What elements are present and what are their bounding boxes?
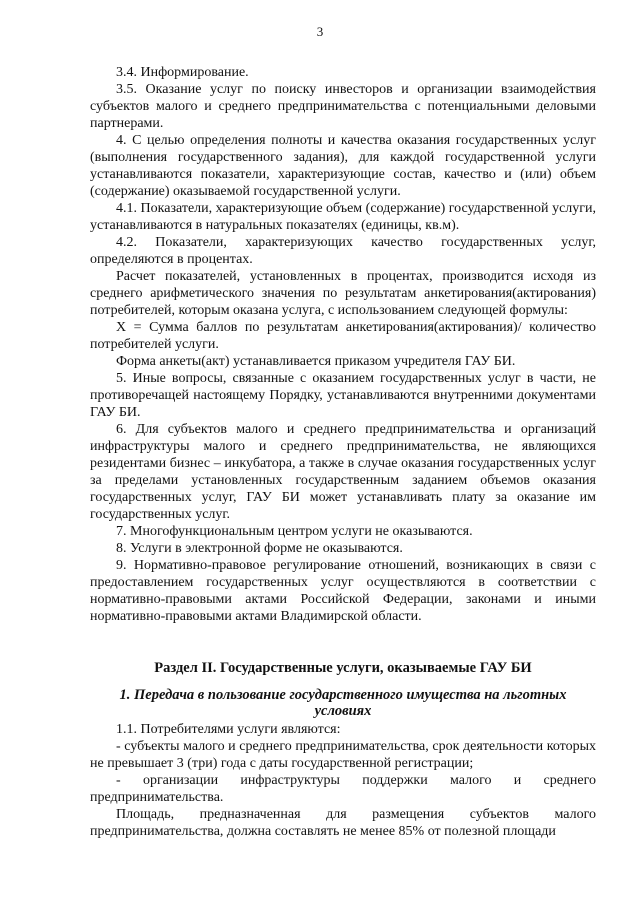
paragraph: 6. Для субъектов малого и среднего предпринимательства и организаций инфраструктуры малого и среднего предпринимательства, не являющихся резидентами бизнес – инкубатора, а также в случае оказания государственных услуг за пределами установленных государственным заданием объемов оказания государственных услуг, ГАУ БИ может устанавливать плату за оказание им государственных услуг. <box>90 422 596 522</box>
paragraph: 8. Услуги в электронной форме не оказываются. <box>116 541 403 556</box>
paragraph: 5. Иные вопросы, связанные с оказанием государственных услуг в части, не противоречащей настоящему Порядку, устанавливаются внутренними документами ГАУ БИ. <box>90 371 596 420</box>
paragraph: Расчет показателей, установленных в процентах, производится исходя из среднего арифметического значения по результатам анкетирования(актирования) потребителей, которым оказана услуга, с использованием следующей формулы: <box>90 269 596 318</box>
paragraph: Форма анкеты(акт) устанавливается приказом учредителя ГАУ БИ. <box>116 354 516 369</box>
paragraph: 4. С целью определения полноты и качества оказания государственных услуг (выполнения государственного задания), для каждой государственной услуги устанавливаются показатели, характеризующие состав, качество и (или) объем (содержание) оказываемой государственной услуги. <box>90 133 596 199</box>
paragraph: Площадь, предназначенная для размещения субъектов малого предпринимательства, должна составлять не менее 85% от полезной площади <box>90 807 596 839</box>
list-item: - субъекты малого и среднего предпринимательства, срок деятельности которых не превышает 3 (три) года с даты государственной регистрации; <box>90 739 596 771</box>
page-number: 3 <box>316 24 324 39</box>
subsection-title: 1. Передача в пользование государственного имущества на льготных условиях <box>119 687 567 719</box>
paragraph: 4.1. Показатели, характеризующие объем (содержание) государственной услуги, устанавливаются в натуральных показателях (единицы, кв.м). <box>90 201 596 233</box>
paragraph: 3.5. Оказание услуг по поиску инвесторов и организации взаимодействия субъектов малого и среднего предпринимательства с потенциальными деловыми партнерами. <box>90 82 596 131</box>
paragraph: 7. Многофункциональным центром услуги не оказываются. <box>116 524 473 539</box>
paragraph: 9. Нормативно-правовое регулирование отношений, возникающих в связи с предоставлением государственных услуг осуществляются в соответствии с нормативно-правовыми актами Российской Федерации, законами и иными нормативно-правовыми актами Владимирской области. <box>90 558 596 624</box>
paragraph: 4.2. Показатели, характеризующих качество государственных услуг, определяются в процентах. <box>90 235 596 267</box>
paragraph: 1.1. Потребителями услуги являются: <box>116 722 341 737</box>
list-item: - организации инфраструктуры поддержки малого и среднего предпринимательства. <box>90 773 596 805</box>
document-body <box>90 64 596 840</box>
section-title: Раздел II. Государственные услуги, оказываемые ГАУ БИ <box>154 660 532 676</box>
formula-paragraph: Х = Сумма баллов по результатам анкетирования(актирования)/ количество потребителей услуги. <box>90 320 596 352</box>
paragraph: 3.4. Информирование. <box>116 65 249 80</box>
